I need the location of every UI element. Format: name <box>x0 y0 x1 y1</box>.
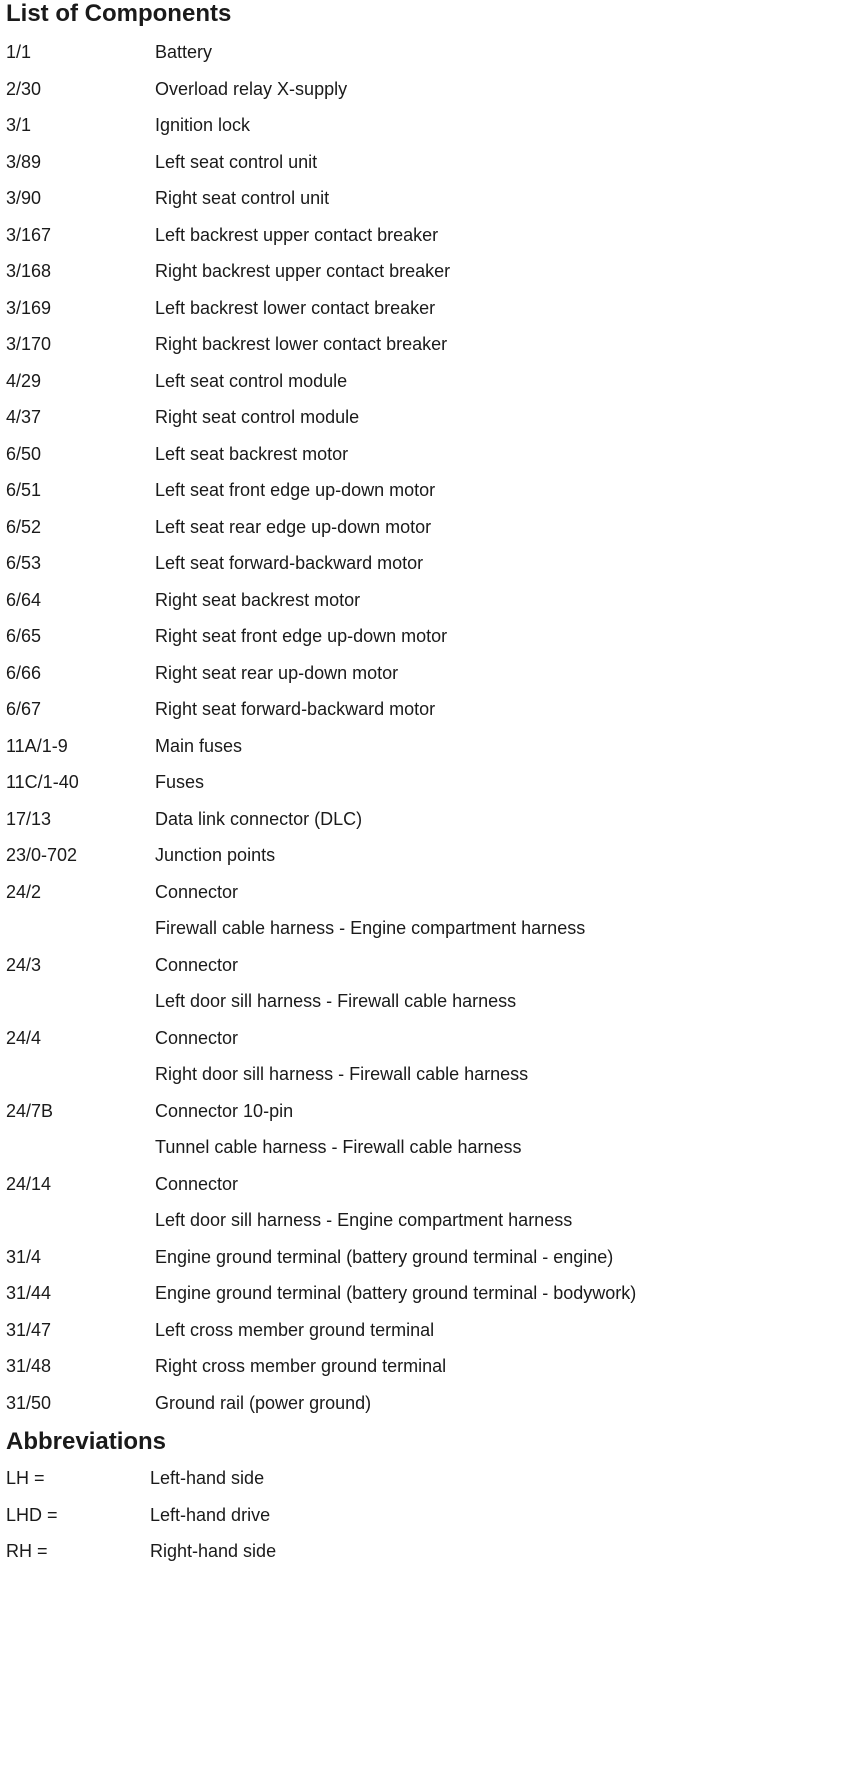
list-item <box>0 399 848 436</box>
list-item <box>0 910 848 947</box>
item-code: 3/170 <box>6 334 52 354</box>
item-description: Connector <box>155 881 239 902</box>
list-item <box>0 1275 848 1312</box>
list-item <box>0 801 848 838</box>
item-description: Right seat front edge up-down motor <box>155 626 448 646</box>
list-item <box>0 1533 848 1570</box>
item-code: 31/44 <box>6 1283 52 1303</box>
item-code: 17/13 <box>6 808 52 829</box>
item-description: Left seat control unit <box>155 151 318 172</box>
item-code: 6/65 <box>6 626 42 646</box>
item-description: Left seat control module <box>155 370 348 391</box>
item-description: Fuses <box>155 772 205 792</box>
list-item <box>0 874 848 911</box>
item-description: Firewall cable harness - Engine compartment harness <box>155 918 586 938</box>
list-item <box>0 326 848 363</box>
item-code: 3/168 <box>6 261 52 281</box>
list-item <box>0 618 848 655</box>
item-code: 4/29 <box>6 370 42 391</box>
item-description: Right seat forward-backward motor <box>155 699 436 719</box>
item-description: Right seat control unit <box>155 188 330 208</box>
list-item <box>0 363 848 400</box>
list-item <box>0 1129 848 1166</box>
item-code: 3/167 <box>6 224 52 245</box>
list-item <box>0 837 848 874</box>
components-list <box>0 34 848 1421</box>
components-heading: List of Components <box>6 0 232 27</box>
item-description: Left seat backrest motor <box>155 443 349 464</box>
abbreviations-list <box>0 1460 848 1570</box>
item-description: Ground rail (power ground) <box>155 1392 372 1413</box>
item-description: Right backrest lower contact breaker <box>155 334 448 354</box>
item-description: Left cross member ground terminal <box>155 1319 435 1340</box>
item-description: Left-hand side <box>150 1468 265 1488</box>
list-item <box>0 217 848 254</box>
item-code: 3/1 <box>6 115 32 135</box>
item-description: Right seat backrest motor <box>155 589 361 610</box>
list-item <box>0 180 848 217</box>
list-item <box>0 509 848 546</box>
item-code: 24/3 <box>6 954 42 975</box>
list-item <box>0 1385 848 1422</box>
item-description: Connector 10-pin <box>155 1100 294 1121</box>
list-item <box>0 1093 848 1130</box>
list-item <box>0 1497 848 1534</box>
item-description: Right seat rear up-down motor <box>155 662 399 683</box>
item-code: 6/53 <box>6 553 42 573</box>
list-item <box>0 1239 848 1276</box>
item-description: Connector <box>155 954 239 975</box>
list-item <box>0 144 848 181</box>
item-description: Engine ground terminal (battery ground terminal - bodywork) <box>155 1283 637 1303</box>
list-item <box>0 983 848 1020</box>
item-description: Connector <box>155 1173 239 1194</box>
item-description: Right door sill harness - Firewall cable harness <box>155 1064 529 1084</box>
item-description: Junction points <box>155 845 276 865</box>
item-description: Right backrest upper contact breaker <box>155 261 451 281</box>
item-description: Main fuses <box>155 735 243 756</box>
item-description: Overload relay X-supply <box>155 78 348 99</box>
item-code: 24/7B <box>6 1100 54 1121</box>
item-code: 31/48 <box>6 1356 52 1376</box>
item-code: 2/30 <box>6 78 42 99</box>
item-code: 31/4 <box>6 1246 42 1267</box>
list-item <box>0 1166 848 1203</box>
list-item <box>0 290 848 327</box>
item-code: 4/37 <box>6 407 42 427</box>
list-item <box>0 582 848 619</box>
item-code: 6/51 <box>6 480 42 500</box>
list-item <box>0 764 848 801</box>
list-item <box>0 1312 848 1349</box>
item-code: 24/4 <box>6 1027 42 1048</box>
item-description: Left backrest lower contact breaker <box>155 297 436 318</box>
list-item <box>0 1202 848 1239</box>
list-item <box>0 472 848 509</box>
item-code: 6/52 <box>6 516 42 537</box>
item-description: Right-hand side <box>150 1541 277 1561</box>
item-code: 31/50 <box>6 1392 52 1413</box>
list-item <box>0 1460 848 1497</box>
item-description: Left-hand drive <box>150 1504 271 1525</box>
item-description: Left seat rear edge up-down motor <box>155 516 432 537</box>
item-description: Left door sill harness - Firewall cable harness <box>155 991 517 1011</box>
list-item <box>0 1020 848 1057</box>
item-code: 3/89 <box>6 151 42 172</box>
item-code: 1/1 <box>6 42 32 62</box>
list-item <box>0 691 848 728</box>
item-code: LH = <box>6 1468 45 1488</box>
item-description: Right cross member ground terminal <box>155 1356 447 1376</box>
list-item <box>0 728 848 765</box>
item-description: Ignition lock <box>155 115 251 135</box>
item-code: 3/90 <box>6 188 42 208</box>
abbreviations-heading: Abbreviations <box>6 1428 167 1455</box>
item-code: RH = <box>6 1541 48 1561</box>
item-description: Right seat control module <box>155 407 360 427</box>
list-item <box>0 253 848 290</box>
item-description: Engine ground terminal (battery ground terminal - engine) <box>155 1246 614 1267</box>
item-code: 6/66 <box>6 662 42 683</box>
list-item <box>0 655 848 692</box>
item-code: 11C/1-40 <box>6 772 79 792</box>
item-description: Left door sill harness - Engine compartment harness <box>155 1210 573 1230</box>
item-code: 24/2 <box>6 881 42 902</box>
item-code: 6/64 <box>6 589 42 610</box>
item-description: Left backrest upper contact breaker <box>155 224 439 245</box>
item-description: Tunnel cable harness - Firewall cable harness <box>155 1137 522 1157</box>
item-description: Connector <box>155 1027 239 1048</box>
list-item <box>0 947 848 984</box>
list-item <box>0 436 848 473</box>
item-code: 31/47 <box>6 1319 52 1340</box>
item-code: 11A/1-9 <box>6 735 68 756</box>
item-code: 6/50 <box>6 443 42 464</box>
list-item <box>0 545 848 582</box>
item-code: 6/67 <box>6 699 42 719</box>
item-code: 3/169 <box>6 297 52 318</box>
list-item <box>0 1056 848 1093</box>
list-item <box>0 1348 848 1385</box>
list-item <box>0 107 848 144</box>
item-code: 24/14 <box>6 1173 52 1194</box>
item-description: Left seat front edge up-down motor <box>155 480 436 500</box>
item-description: Left seat forward-backward motor <box>155 553 424 573</box>
item-description: Data link connector (DLC) <box>155 808 363 829</box>
item-code: LHD = <box>6 1504 58 1525</box>
list-item <box>0 71 848 108</box>
item-code: 23/0-702 <box>6 845 78 865</box>
list-item <box>0 34 848 71</box>
item-description: Battery <box>155 42 213 62</box>
